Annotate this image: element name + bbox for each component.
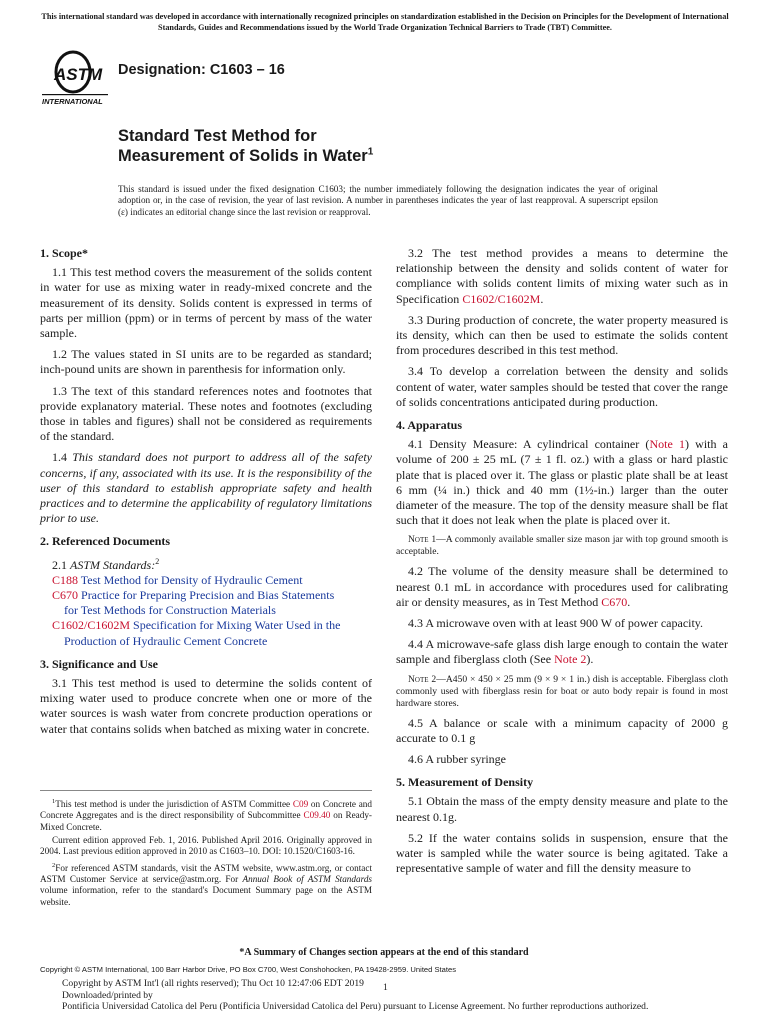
right-column: [396, 246, 728, 883]
reference-item[interactable]: C670 Practice for Preparing Precision and Bias Statements for Test Methods for Construction Materials: [52, 588, 335, 618]
test-method-link[interactable]: C670: [601, 594, 628, 609]
spec-link[interactable]: C1602/C1602M: [462, 291, 541, 306]
section-heading-significance: 3. Significance and Use: [40, 656, 159, 671]
paragraph-3-3: 3.3 During production of concrete, the water property measured is its density, which can then be used to estimate the solids content from procedures described in this test method.: [396, 312, 728, 358]
paragraph-3-1: 3.1 This test method is used to determine the solids content of mixing water used to produce concrete when one or more of the water sources is wash water from concrete production operations or water that contains solids when batched as mixing water in concrete.: [40, 676, 372, 736]
paragraph-4-6: 4.6 A rubber syringe: [408, 752, 506, 767]
page-title: Standard Test Method for Measurement of Solids in Water$^1$: [118, 127, 374, 165]
paragraph-1-2: 1.2 The values stated in SI units are to be regarded as standard; inch-pound units are shown in parenthesis for information only.: [40, 347, 372, 377]
copyright-line: Copyright © ASTM International, 100 Barr Harbor Drive, PO Box C700, West Conshohocken, PA 19428-2959. United States: [40, 965, 457, 974]
footnote-2: $^2$For referenced ASTM standards, visit the ASTM website, www.astm.org, or contact ASTM Customer Service at service@astm.org. For Annual Book of ASTM Standards volume information, refer to the standard's Document Summary page on the ASTM website.: [40, 861, 372, 907]
committee-link[interactable]: C09: [292, 799, 309, 810]
paragraph-5-1: 5.1 Obtain the mass of the empty density measure and plate to the nearest 0.1g.: [396, 794, 728, 824]
reference-item[interactable]: C1602/C1602M Specification for Mixing Water Used in the Production of Hydraulic Cement Concrete: [52, 618, 341, 648]
page-number: 1: [383, 982, 388, 993]
left-column: [40, 246, 372, 743]
paragraph-4-2: 4.2 The volume of the density measure shall be determined to nearest 0.1 mL in accordance with procedures used for calibrating air or density measures, as in Test Method C670.: [396, 564, 728, 609]
download-notice: Copyright by ASTM Int'l (all rights reserved); Thu Oct 10 12:47:06 EDT 2019 Downloaded/printed by Pontificia Universidad Catolica del Peru (Pontificia Universidad Catolica del Peru) pursuant to License Agreement. No further reproductions authorized.: [62, 978, 649, 1012]
svg-text:ASTM: ASTM: [54, 65, 103, 84]
note-1-link[interactable]: Note 1: [649, 437, 685, 452]
reference-item[interactable]: C188 Test Method for Density of Hydraulic Cement: [52, 572, 303, 587]
paragraph-2-1: 2.1 ASTM Standards:$^2$: [52, 556, 160, 572]
paragraph-3-2: 3.2 The test method provides a means to determine the relationship between the density and solids content of water for compliance with solids content limits of mixing water such as in Specification C1602/C1602M.: [396, 246, 728, 306]
svg-text:INTERNATIONAL: INTERNATIONAL: [42, 97, 103, 106]
paragraph-4-1: 4.1 Density Measure: A cylindrical container (Note 1) with a volume of 200 ± 25 mL (7 ± 1 fl. oz.) with a glass or hard plastic plate that is placed over it. The glass or plastic plate shall be at least 6 mm (¼ in.) thick and 40 mm (1½-in.) larger than the outer diameter of the measure. The top of the density measure shall be flat such that it does not leak when the plate is placed over it.: [396, 437, 729, 528]
section-heading-referenced-documents: 2. Referenced Documents: [40, 534, 171, 549]
note-2: Note 2—A450 × 450 × 25 mm (9 × 9 × 1 in.) dish is acceptable. Fiberglass cloth commonly used with fiberglass resin for boat or auto body repair is found in most hardware stores.: [396, 673, 728, 709]
section-heading-scope: 1. Scope*: [40, 246, 88, 260]
summary-notice: *A Summary of Changes section appears at the end of this standard: [239, 947, 529, 958]
note-2-link[interactable]: Note 2: [554, 652, 587, 667]
section-heading-measurement: 5. Measurement of Density: [396, 775, 534, 790]
designation: Designation: C1603 – 16: [118, 62, 285, 78]
paragraph-4-3: 4.3 A microwave oven with at least 900 W of power capacity.: [408, 616, 704, 631]
issue-note: This standard is issued under the fixed designation C1603; the number immediately following the designation indicates the year of original adoption or, in the case of revision, the year of last revision. A number in parentheses indicates the year of last reapproval. A superscript epsilon (ε) indicates an editorial change since the last revision or reapproval.: [118, 184, 658, 217]
astm-logo: [40, 50, 110, 108]
note-1: Note 1—A commonly available smaller size mason jar with top ground smooth is acceptable.: [396, 534, 729, 558]
paragraph-1-1: 1.1 This test method covers the measurement of the solids content in water for use as mixing water in ready-mixed concrete and the measurement of its density. Solids content is expressed in terms of parts per million (ppm) or in terms of percent by mass of the water sample.: [40, 265, 372, 341]
paragraph-1-4: 1.4 This standard does not purport to address all of the safety concerns, if any, associated with its use. It is the responsibility of the user of this standard to establish appropriate safety and health practices and to determine the applicability of regulatory limitations prior to use.: [40, 450, 372, 526]
paragraph-5-2: 5.2 If the water contains solids in suspension, ensure that the water is sampled while the water source is being agitated. Take a representative sample of water and fill the density measure to: [396, 830, 728, 876]
section-heading-apparatus: 4. Apparatus: [396, 418, 463, 433]
subcommittee-link[interactable]: C09.40: [303, 810, 331, 821]
footnote-1: $^1$This test method is under the jurisdiction of ASTM Committee C09 on Concrete and Concrete Aggregates and is the direct responsibility of Subcommittee C09.40 on Ready-Mixed Concrete.: [40, 798, 372, 832]
paragraph-1-3: 1.3 The text of this standard references notes and footnotes that provide explanatory material. These notes and footnotes (excluding those in tables and figures) shall not be considered as requirements of the standard.: [40, 383, 372, 444]
paragraph-4-5: 4.5 A balance or scale with a minimum capacity of 2000 g accurate to 0.1 g: [396, 715, 728, 745]
footnotes: [40, 790, 372, 910]
paragraph-4-4: 4.4 A microwave-safe glass dish large enough to contain the water sample and fiberglass cloth (See Note 2).: [396, 637, 728, 667]
paragraph-3-4: 3.4 To develop a correlation between the density and solids content of water, water samples should be tested that cover the range of solids concentrations anticipated during production.: [396, 364, 728, 409]
footnote-1-edition: Current edition approved Feb. 1, 2016. Published April 2016. Originally approved in 2004. Last previous edition approved in 2010 as C1603–10. DOI: 10.1520/C1603-16.: [40, 834, 372, 857]
top-notice: This international standard was developed in accordance with internationally recognized principles on standardization established in the Decision on Principles for the Development of International Standards, Guides and Recommendations issued by the World Trade Organization Technical Barriers to Trade (TBT) Committee.: [41, 12, 729, 32]
